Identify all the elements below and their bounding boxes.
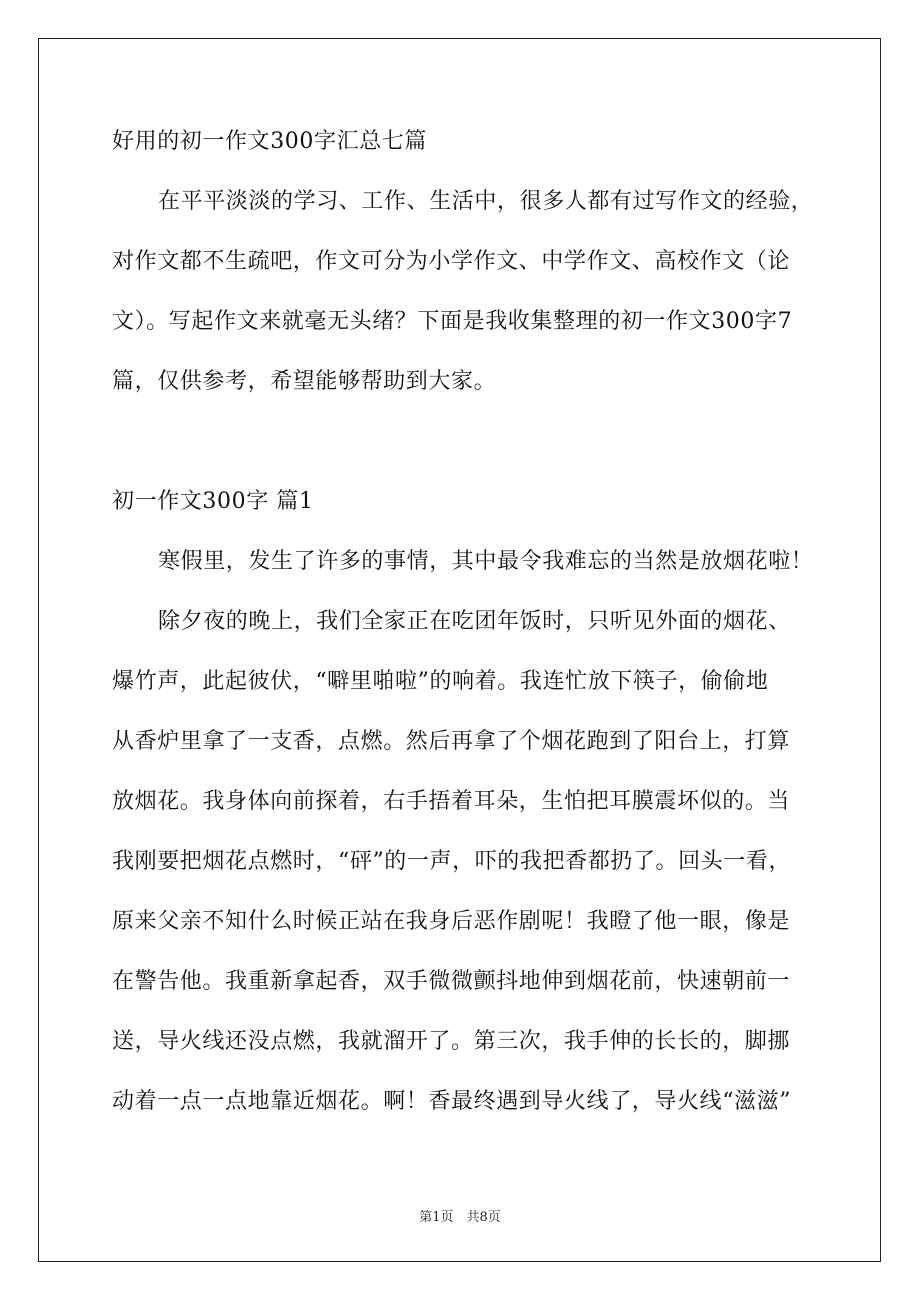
intro-line: 在平平淡淡的学习、工作、生活中，很多人都有过写作文的经验， [158,189,814,214]
paragraph-line: 在警告他。我重新拿起香，双手微微颤抖地伸到烟花前，快速朝前一 [112,969,791,994]
intro-line: 篇，仅供参考，希望能够帮助到大家。 [112,369,497,394]
paragraph-line: 动着一点一点地靠近烟花。啊！香最终遇到导火线了，导火线“滋滋” [112,1089,792,1114]
paragraph-line: 寒假里，发生了许多的事情，其中最令我难忘的当然是放烟花啦！ [158,549,814,574]
intro-line: 对作文都不生疏吧，作文可分为小学作文、中学作文、高校作文（论 [112,249,791,274]
paragraph-line: 除夕夜的晚上，我们全家正在吃团年饭时，只听见外面的烟花、 [158,609,791,634]
page-number: 第1页 共8页 [419,1210,501,1225]
paragraph-line: 送，导火线还没点燃，我就溜开了。第三次，我手伸的长长的，脚挪 [112,1029,791,1054]
document-title: 好用的初一作文300字汇总七篇 [112,129,427,154]
paragraph-line: 从香炉里拿了一支香，点燃。然后再拿了个烟花跑到了阳台上，打算 [112,729,791,754]
paragraph-line: 我刚要把烟花点燃时，“砰”的一声，吓的我把香都扔了。回头一看， [112,849,792,874]
paragraph-line: 原来父亲不知什么时候正站在我身后恶作剧呢！我瞪了他一眼，像是 [112,909,791,934]
paragraph-line: 放烟花。我身体向前探着，右手捂着耳朵，生怕把耳膜震坏似的。当 [112,789,791,814]
intro-line: 文）。写起作文来就毫无头绪？下面是我收集整理的初一作文300字7 [112,309,793,334]
section-heading: 初一作文300字 篇1 [112,489,314,514]
spacer [112,412,852,472]
paragraph-line: 爆竹声，此起彼伏，“噼里啪啦”的响着。我连忙放下筷子，偷偷地 [112,669,769,694]
document-body [112,112,852,1132]
